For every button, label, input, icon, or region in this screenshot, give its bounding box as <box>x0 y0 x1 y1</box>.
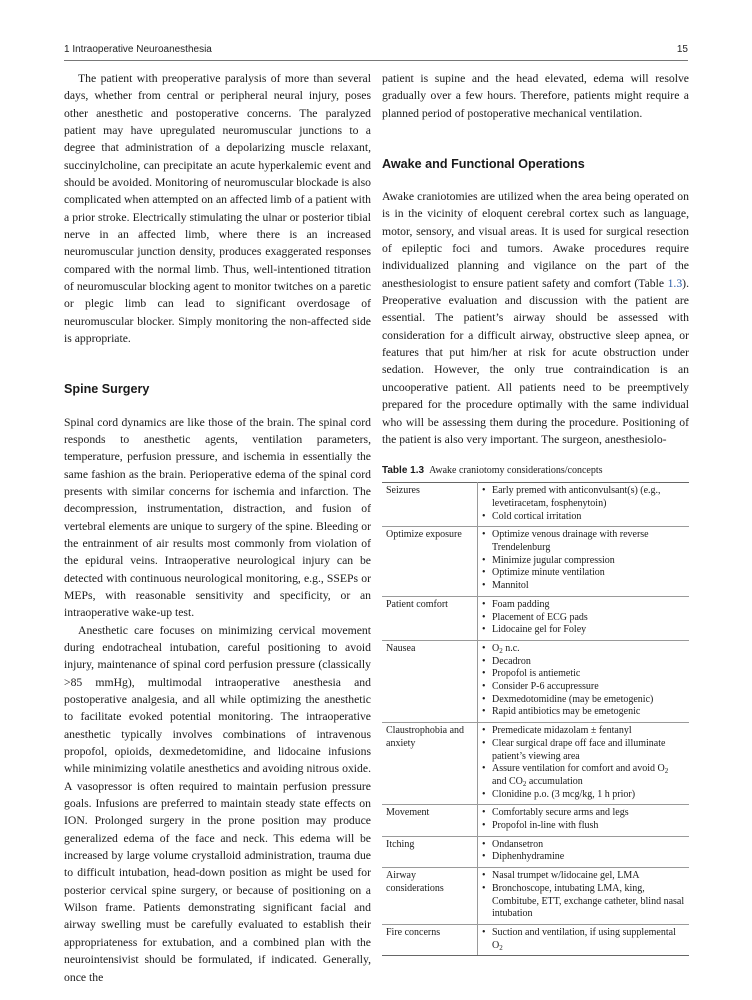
bullet-item: • Mannitol <box>482 580 685 593</box>
paragraph-anesthetic-care: Anesthetic care focuses on minimizing cervical movement during endotracheal intubation, careful positioning to avoid injury, maintenance of spinal cord perfusion pressure (classically >85 mmHg), multimodal intraoperative anesthesia and postoperative analgesia, and all while optimizing the anesthetic to facilitate evoked potential monitoring. The intraoperative anesthetic typically involves combinations of intravenous propofol, opioids, dexmedetomidine, and lidocaine infusions while minimizing volatile anesthetics and avoiding nitrous oxide. A vasopressor is often required to maintain perfusion pressure goals. Infusions are preferred to maintain steady state effects on ION. Prolonged surgery in the prone position may produce generalized edema of the face and neck. This edema will be increased by large volume crystalloid administration, trauma due to difficult intubation, head-down position as might be used for posterior cervical spine surgery, or because of positioning on a Wilson frame. Patients demonstrating significant facial and airway swelling must be carefully evaluated to establish their appropriateness for extubation, and a combined plan with the neurointensivist should be formulated, if indicated. Generally, once the <box>64 623 371 984</box>
table-row <box>382 596 689 640</box>
table-category-cell: Fire concerns <box>382 924 478 955</box>
header-rule <box>64 60 688 61</box>
table-title: Awake craniotomy considerations/concepts <box>429 465 603 477</box>
bullet-item: • Ondansetron <box>482 839 685 852</box>
table-items-cell <box>478 836 690 867</box>
table-items-cell <box>478 723 690 805</box>
bullet-item: • Clonidine p.o. (3 mcg/kg, 1 h prior) <box>482 789 685 802</box>
table-row <box>382 924 689 955</box>
table-category-cell: Seizures <box>382 483 478 527</box>
table-items-cell <box>478 805 690 836</box>
table-caption <box>382 464 689 477</box>
table-row <box>382 836 689 867</box>
bullet-list <box>482 599 685 637</box>
right-column <box>382 70 689 956</box>
section-heading-awake-functional: Awake and Functional Operations <box>382 157 585 172</box>
para-text-a: Awake craniotomies are utilized when the area being operated on is in the vicinity of eloquent cerebral cortex such as language, motor, sensory, and visual areas. It is used for surgical resection of epileptic foci and tumors. Awake procedures require individualized planning and vigilance on the part of the anesthesiologist to ensure patient safety and comfort (Table <box>382 190 689 290</box>
bullet-list <box>482 725 685 801</box>
table-row <box>382 723 689 805</box>
table-label: Table 1.3 <box>382 465 425 477</box>
bullet-list <box>482 807 685 832</box>
table-category-cell: Claustrophobia and anxiety <box>382 723 478 805</box>
table-row <box>382 805 689 836</box>
bullet-item: • Assure ventilation for comfort and avoid $O_2$ and $CO_2$ accumulation <box>482 763 685 788</box>
bullet-item: • Minimize jugular compression <box>482 555 685 568</box>
table-items-cell <box>478 483 690 527</box>
bullet-item: • Premedicate midazolam ± fentanyl <box>482 725 685 738</box>
bullet-item: • $O_2$ n.c. <box>482 643 685 656</box>
section-heading-spine-surgery: Spine Surgery <box>64 381 150 396</box>
table-row <box>382 527 689 597</box>
paragraph-paralysis: The patient with preoperative paralysis of more than several days, whether from central or peripheral neural injury, poses other anesthetic and postoperative concerns. The paralyzed patient may have upregulated neuromuscular junctions to a degree that administration of a depolarizing muscle relaxant, succinylcholine, can precipitate an acute hyperkalemic event and should be avoided. Monitoring of neuromuscular blockade is also complicated when attempted on an affected limb of a patient with a prior stroke. Electrically stimulating the ulnar or posterior tibial nerve in an affected limb, where there is an increased neuromuscular junction density, produces exaggerated responses compared with the normal limb. Thus, well-intentioned titration of neuromuscular blocking agent to monitor twitches on a paretic or plegic limb can lead to significant overdosage of neuromuscular blocker. Simply monitoring the non-affected side is appropriate. <box>64 72 371 346</box>
page-number: 15 <box>676 44 688 55</box>
bullet-item: • Optimize venous drainage with reverse Trendelenburg <box>482 529 685 554</box>
bullet-item: • Propofol in-line with flush <box>482 820 685 833</box>
bullet-item: • Optimize minute ventilation <box>482 567 685 580</box>
considerations-table <box>382 482 689 956</box>
bullet-item: • Bronchoscope, intubating LMA, king, Combitube, ETT, exchange catheter, blind nasal intubation <box>482 883 685 921</box>
bullet-item: • Nasal trumpet w/lidocaine gel, LMA <box>482 870 685 883</box>
chapter-title: 1 Intraoperative Neuroanesthesia <box>64 44 212 55</box>
paragraph-spinal-cord: Spinal cord dynamics are like those of the brain. The spinal cord responds to anesthetic agents, ventilation parameters, temperature, perfusion pressure, and ischemia in essentially the same fashion as the brain. Perioperative edema of the spinal cord presents with similar concerns for ischemia and infarction. The decompression, instrumentation, distraction, and fusion of vertebral elements are unique to surgery of the spine. Bleeding or the entrainment of air results most commonly from violation of the epidural veins. Intraoperative neurological injury can be detected with continuous neurological monitoring, e.g., SSEPs or MEPs, with reasonable sensitivity and specificity, or an intraoperative wake-up test. <box>64 415 371 620</box>
bullet-item: • Dexmedotomidine (may be emetogenic) <box>482 694 685 707</box>
bullet-item: • Clear surgical drape off face and illuminate patient’s viewing area <box>482 738 685 763</box>
bullet-item: • Rapid antibiotics may be emetogenic <box>482 706 685 719</box>
table-items-cell <box>478 527 690 597</box>
paragraph-supine: patient is supine and the head elevated, edema will resolve gradually over a few hours. Therefore, patients might require a planned period of postoperative mechanical ventilation. <box>382 72 689 120</box>
bullet-item: • Lidocaine gel for Foley <box>482 624 685 637</box>
bullet-item: • Cold cortical irritation <box>482 511 685 524</box>
running-header <box>64 44 688 58</box>
table-category-cell: Itching <box>382 836 478 867</box>
bullet-list <box>482 529 685 593</box>
paragraph-awake-craniotomy <box>382 188 689 448</box>
bullet-list <box>482 643 685 719</box>
table-items-cell <box>478 924 690 955</box>
table-category-cell: Airway considerations <box>382 868 478 925</box>
bullet-list <box>482 870 685 921</box>
table-category-cell: Nausea <box>382 640 478 722</box>
bullet-list <box>482 839 685 864</box>
bullet-list <box>482 927 685 952</box>
bullet-item: • Consider P-6 accupressure <box>482 681 685 694</box>
table-row <box>382 483 689 527</box>
bullet-item: • Early premed with anticonvulsant(s) (e.g., levetiracetam, fosphenytoin) <box>482 485 685 510</box>
bullet-item: • Propofol is antiemetic <box>482 668 685 681</box>
bullet-item: • Suction and ventilation, if using supplemental $O_2$ <box>482 927 685 952</box>
left-column <box>64 70 371 986</box>
table-row <box>382 868 689 925</box>
table-items-cell <box>478 640 690 722</box>
bullet-item: • Decadron <box>482 656 685 669</box>
table-category-cell: Patient comfort <box>382 596 478 640</box>
table-category-cell: Movement <box>382 805 478 836</box>
table-row <box>382 640 689 722</box>
bullet-list <box>482 485 685 523</box>
bullet-item: • Comfortably secure arms and legs <box>482 807 685 820</box>
bullet-item: • Diphenhydramine <box>482 851 685 864</box>
table-items-cell <box>478 596 690 640</box>
para-text-b: ). Preoperative evaluation and discussion with the patient are essential. The patient’s airway should be assessed with consideration for a difficult airway, obstructive sleep apnea, or features that put him/her at risk for acute obstruction under sedation. However, the only true contraindication is an uncooperative patient. All patients need to be preemptively prepared for the procedure optimally with the same individual who will be assessing them during the procedure. Positioning of the patient is also very important. The surgeon, anesthesiolo- <box>382 276 689 446</box>
table-reference-link[interactable]: 1.3 <box>667 276 683 290</box>
table-category-cell: Optimize exposure <box>382 527 478 597</box>
table-items-cell <box>478 868 690 925</box>
bullet-item: • Placement of ECG pads <box>482 612 685 625</box>
bullet-item: • Foam padding <box>482 599 685 612</box>
